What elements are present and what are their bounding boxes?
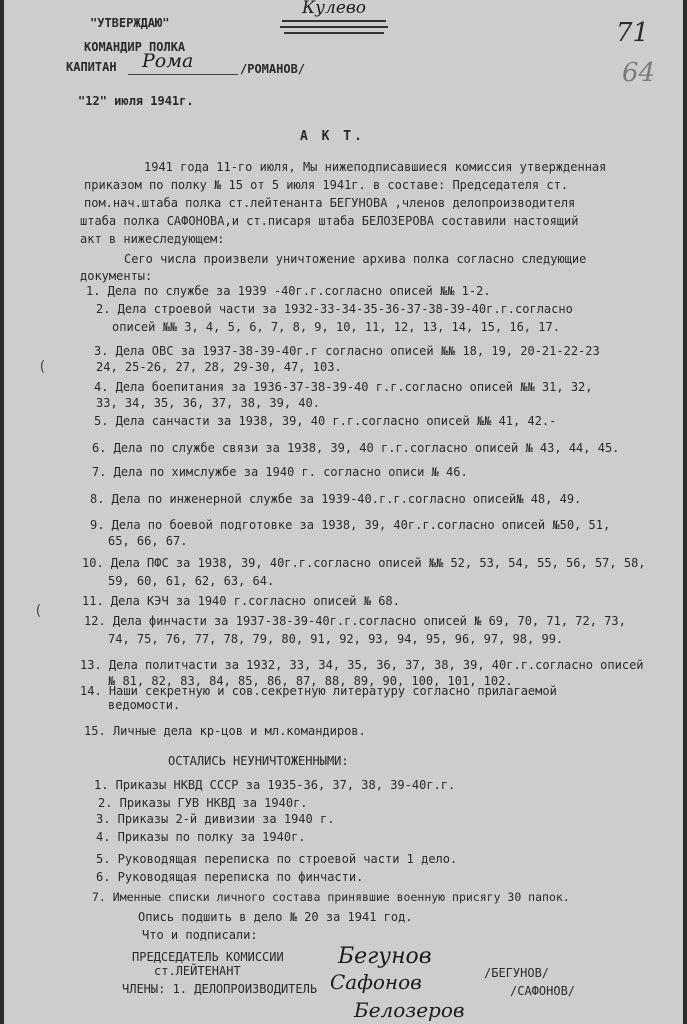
- list-item-continuation: 65, 66, 67.: [108, 534, 188, 548]
- intro-line: 1941 года 11-го июля, Мы нижеподписавшиеся комиссия утвержденная: [144, 160, 607, 174]
- list-item: 1. Дела по службе за 1939 -40г.г.согласно описей №№ 1-2.: [86, 284, 491, 298]
- member-signature: Сафонов: [330, 970, 422, 994]
- chair-rank: ст.ЛЕЙТЕНАНТ: [154, 964, 241, 978]
- list-item: 4. Дела боепитания за 1936-37-38-39-40 г.г.согласно описей №№ 31, 32,: [94, 380, 593, 394]
- list-item-continuation: 24, 25-26, 27, 28, 29-30, 47, 103.: [96, 360, 342, 374]
- commander-name: /РОМАНОВ/: [240, 62, 306, 76]
- list-item: 8. Дела по инженерной службе за 1939-40.г.г.согласно описей№ 48, 49.: [90, 492, 582, 506]
- list-item-continuation: 33, 34, 35, 36, 37, 38, 39, 40.: [96, 396, 320, 410]
- intro-line: акт в нижеследующем:: [80, 232, 225, 246]
- list-item: 12. Дела финчасти за 1937-38-39-40г.г.согласно описей № 69, 70, 71, 72, 73,: [84, 614, 626, 628]
- list-item: 11. Дела КЭЧ за 1940 г.согласно описей № 68.: [82, 594, 400, 608]
- commander-label: КОМАНДИР ПОЛКА: [84, 40, 186, 54]
- closing-line: Что и подписали:: [142, 928, 258, 942]
- member-name: /САФОНОВ/: [510, 984, 576, 998]
- list-item: 5. Дела санчасти за 1938, 39, 40 г.г.согласно описей №№ 41, 42.-: [94, 414, 557, 428]
- intro-line: документы:: [80, 269, 153, 283]
- members-label: ЧЛЕНЫ: 1. ДЕЛОПРОИЗВОДИТЕЛЬ: [122, 982, 318, 996]
- intro-line: штаба полка САФОНОВА,и ст.писаря штаба БЕЛОЗЕРОВА составили настоящий: [80, 214, 579, 228]
- approve-label: "УТВЕРЖДАЮ": [90, 16, 170, 30]
- remaining-item: 1. Приказы НКВД СССР за 1935-36, 37, 38, 39-40г.г.: [94, 778, 456, 792]
- list-item-continuation: 74, 75, 76, 77, 78, 79, 80, 91, 92, 93, 94, 95, 96, 97, 98, 99.: [108, 632, 564, 646]
- list-item: 10. Дела ПФС за 1938, 39, 40г.г.согласно описей №№ 52, 53, 54, 55, 56, 57, 58,: [82, 556, 646, 570]
- chair-signature: Бегунов: [338, 944, 432, 969]
- list-item-continuation: описей №№ 3, 4, 5, 6, 7, 8, 9, 10, 11, 12, 13, 14, 15, 16, 17.: [112, 320, 560, 334]
- remaining-item: 6. Руководящая переписка по финчасти.: [96, 870, 364, 884]
- list-item: 2. Дела строевой части за 1932-33-34-35-36-37-38-39-40г.г.согласно: [96, 302, 573, 316]
- remaining-item: 5. Руководящая переписка по строевой части 1 дело.: [96, 852, 458, 866]
- member2-signature: Белозеров: [354, 998, 465, 1022]
- margin-mark: (: [34, 603, 43, 619]
- document-page: [4, 0, 683, 1024]
- archive-number-2: 64: [622, 58, 656, 88]
- document-title: А К Т.: [300, 129, 365, 144]
- approval-date: "12" июля 1941г.: [78, 94, 194, 108]
- rank-label: КАПИТАН: [66, 60, 117, 74]
- margin-mark: (: [38, 359, 47, 375]
- list-item: 13. Дела политчасти за 1932, 33, 34, 35, 36, 37, 38, 39, 40г.г.согласно описей: [80, 658, 644, 672]
- list-item: 14. Наши секретную и сов.секретную литературу согласно прилагаемой: [80, 684, 557, 698]
- list-item: 15. Личные дела кр-цов и мл.командиров.: [84, 724, 366, 738]
- remaining-item: 3. Приказы 2-й дивизии за 1940 г.: [96, 812, 335, 826]
- list-item: 3. Дела ОВС за 1937-38-39-40г.г согласно описей №№ 18, 19, 20-21-22-23: [94, 344, 600, 358]
- remaining-item: 4. Приказы по полку за 1940г.: [96, 830, 306, 844]
- chair-name: /БЕГУНОВ/: [484, 966, 550, 980]
- list-item-continuation: ведомости.: [108, 698, 181, 712]
- intro-line: пом.нач.штаба полка ст.лейтенанта БЕГУНОВА ,членов делопроизводителя: [84, 196, 576, 210]
- list-item-continuation: № 81, 82, 83, 84, 85, 86, 87, 88, 89, 90, 100, 101, 102.: [108, 674, 513, 688]
- intro-line: приказом по полку № 15 от 5 июля 1941г. в составе: Председателя ст.: [84, 178, 569, 192]
- closing-line: Опись подшить в дело № 20 за 1941 год.: [138, 910, 413, 924]
- list-item: 6. Дела по службе связи за 1938, 39, 40 г.г.согласно описей № 43, 44, 45.: [92, 441, 620, 455]
- intro-line: Сего числа произвели уничтожение архива полка согласно следующие: [124, 252, 587, 266]
- remaining-title: ОСТАЛИСЬ НЕУНИЧТОЖЕННЫМИ:: [168, 754, 349, 768]
- remaining-item: 7. Именные списки личного состава принявшие военную присягу 30 папок.: [92, 890, 570, 904]
- chair-label: ПРЕДСЕДАТЕЛЬ КОМИССИИ: [132, 950, 284, 964]
- stamp: [280, 2, 390, 42]
- commander-signature: Рома: [142, 50, 194, 72]
- stamp-text: Кулево: [302, 0, 367, 18]
- list-item: 9. Дела по боевой подготовке за 1938, 39, 40г.г.согласно описей №50, 51,: [90, 518, 611, 532]
- archive-number-1: 71: [616, 18, 650, 48]
- list-item: 7. Дела по химслужбе за 1940 г. согласно описи № 46.: [92, 465, 468, 479]
- remaining-item: 2. Приказы ГУВ НКВД за 1940г.: [98, 796, 308, 810]
- list-item-continuation: 59, 60, 61, 62, 63, 64.: [108, 574, 275, 588]
